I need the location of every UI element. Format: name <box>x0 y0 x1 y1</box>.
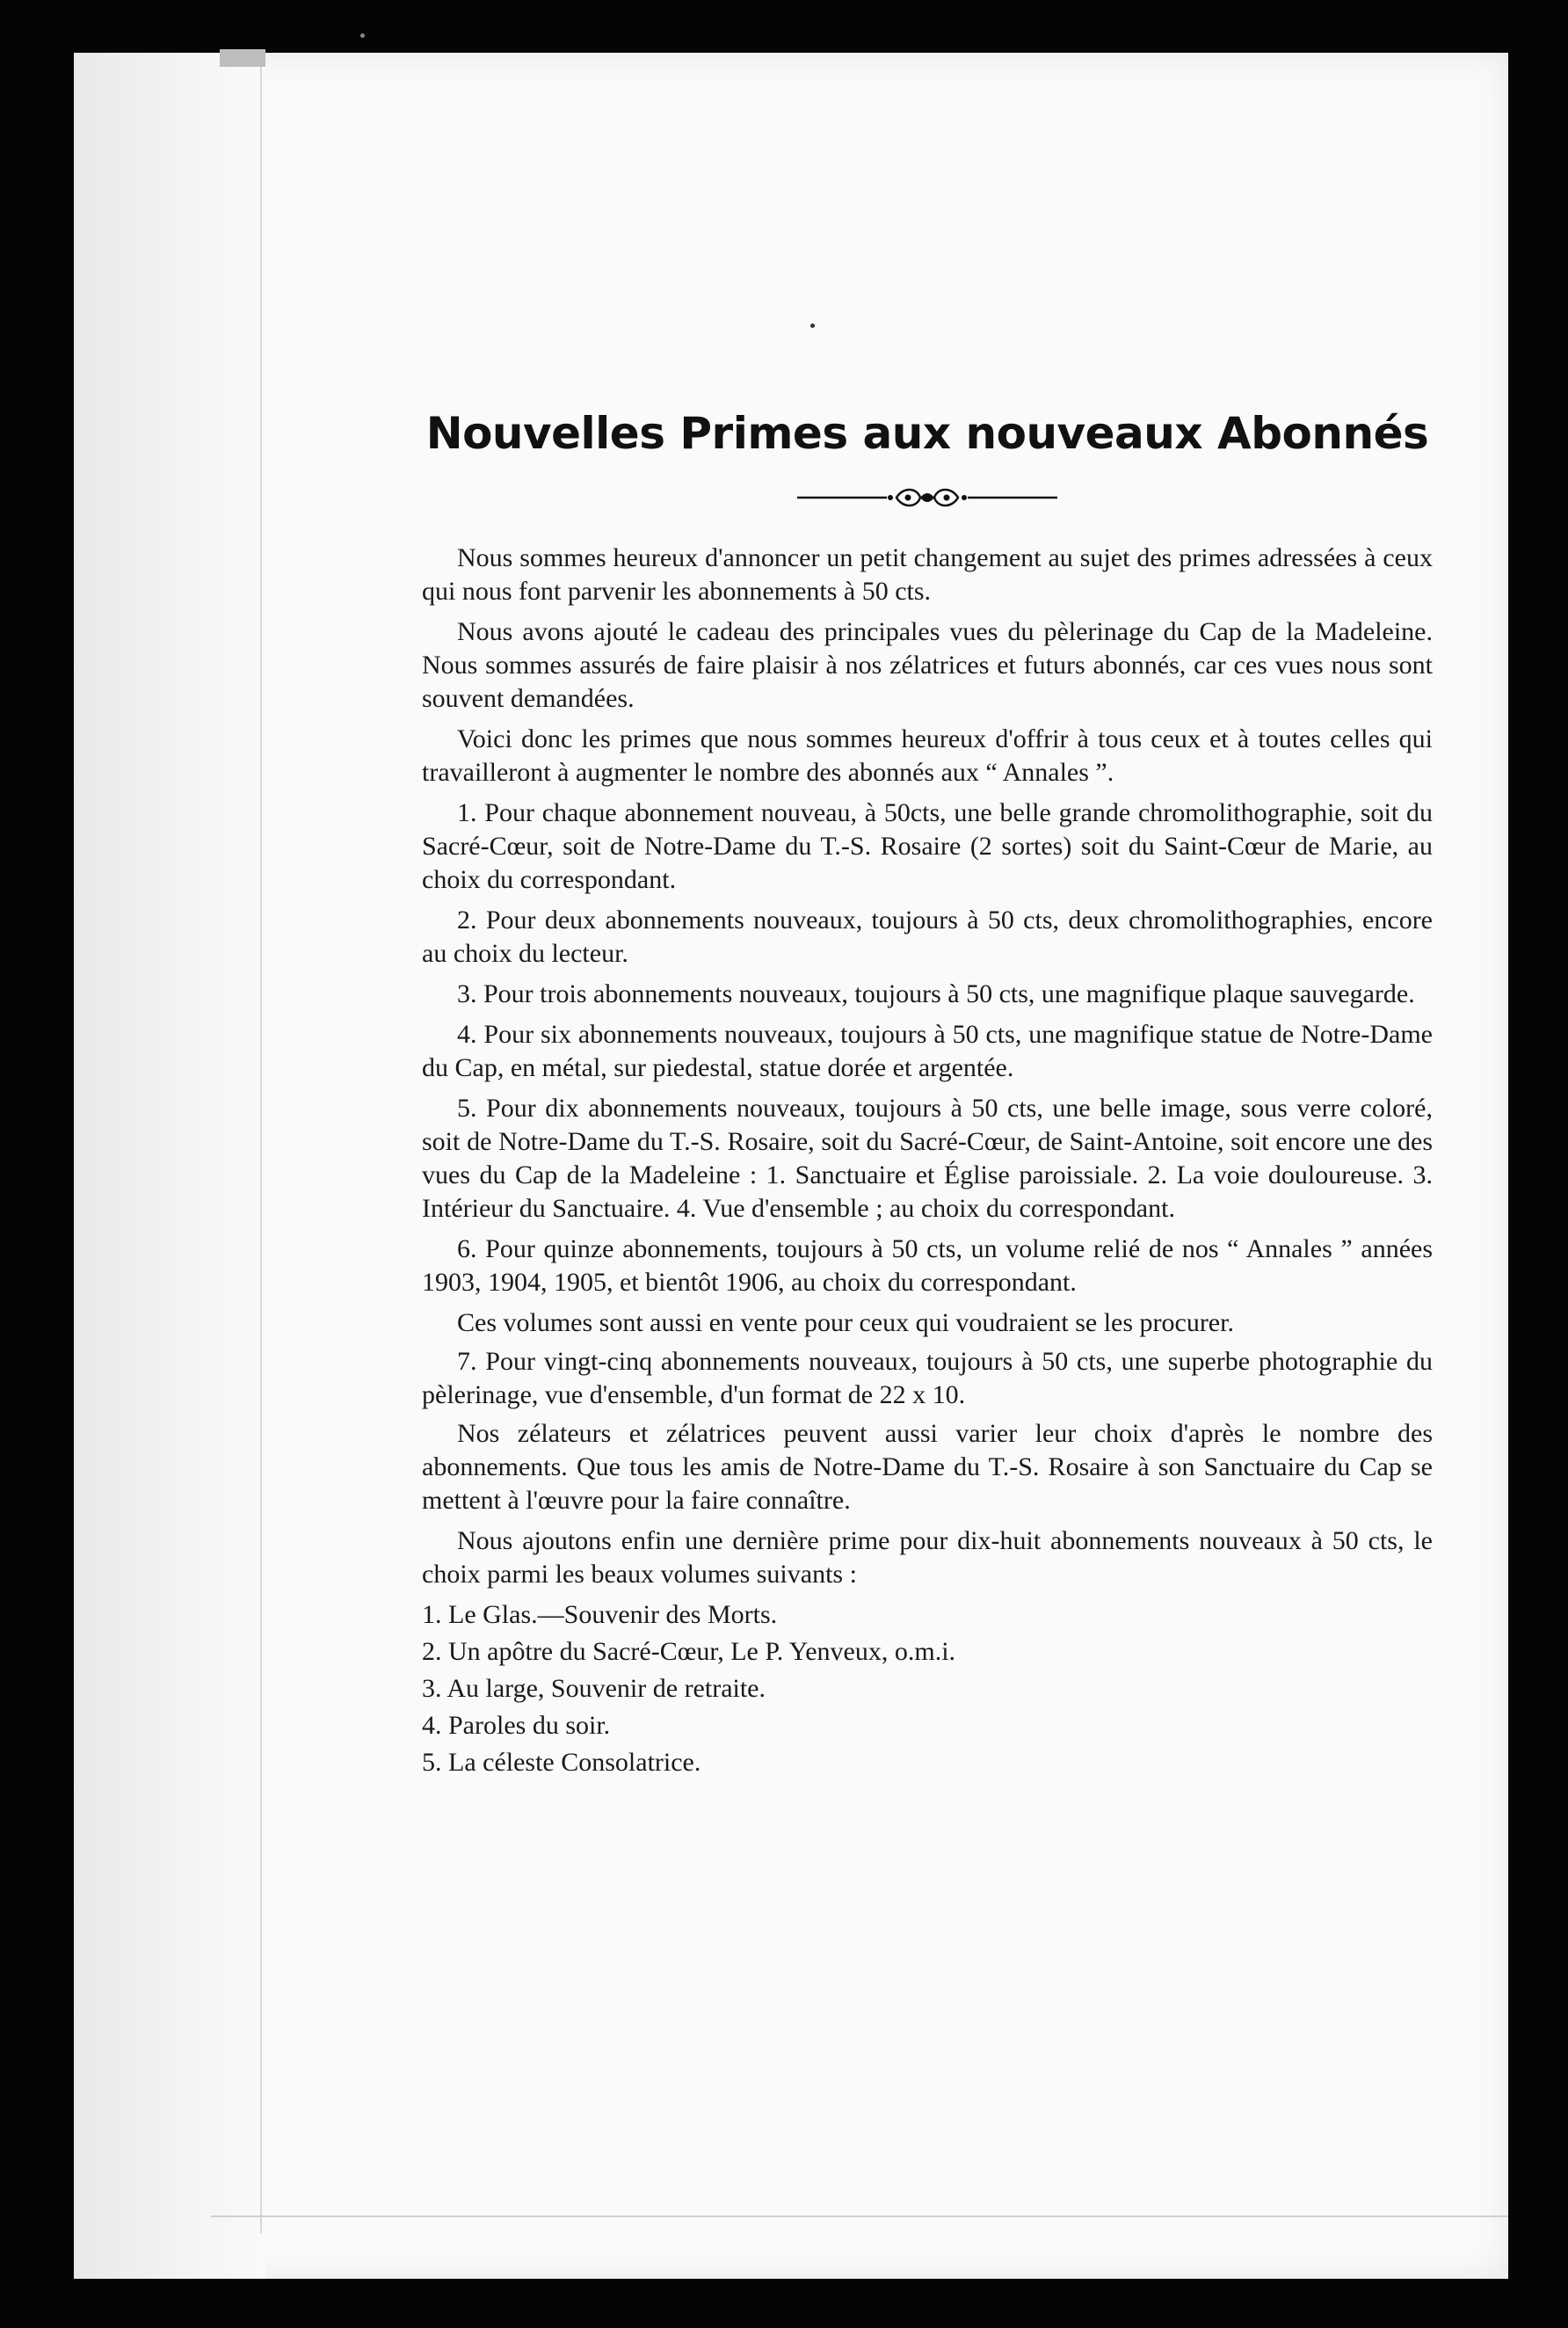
list-item: 3. Au large, Souvenir de retraite. <box>422 1674 766 1703</box>
paragraph: Ces volumes sont aussi en vente pour ceux qui voudraient se les procurer. <box>457 1308 1234 1337</box>
page-margin-shadow <box>74 53 265 2279</box>
page-title: Nouvelles Primes aux nouveaux Abonnés <box>425 408 1429 459</box>
prime-item: 5. Pour dix abonnements nouveaux, toujours à 50 cts, une belle image, sous verre coloré, soit de Notre-Dame du T.-S. Rosaire, soit du Sacré-Cœur, de Saint-Antoine, soit encore une des vues du Cap de la Madeleine : 1. Sanctuaire et Église paroissiale. 2. La voie douloureuse. 3. Intérieur du Sanctuaire. 4. Vue d'ensemble ; au choix du correspondant. <box>422 1094 1433 1223</box>
article <box>422 404 1433 1783</box>
list-item: 4. Paroles du soir. <box>422 1711 611 1740</box>
paragraph: Nos zélateurs et zélatrices peuvent aussi varier leur choix d'après le nombre des abonnements. Que tous les amis de Notre-Dame du T.-S. Rosaire à son Sanctuaire du Cap se mettent à l'œuvre pour la faire connaître. <box>422 1419 1433 1515</box>
volume-list <box>422 1598 1433 1779</box>
dust-speck <box>360 33 365 38</box>
paragraph: Nous avons ajouté le cadeau des principales vues du pèlerinage du Cap de la Madeleine. Nous sommes assurés de faire plaisir à nos zélatrices et futurs abonnés, car ces vues nous sont souvent demandées. <box>422 617 1433 713</box>
page-fold-line <box>260 53 262 2233</box>
prime-item: 7. Pour vingt-cinq abonnements nouveaux, toujours à 50 cts, une superbe photographie du pèlerinage, vue d'ensemble, d'un format de 22 x 10. <box>422 1347 1433 1409</box>
page-bottom-edge <box>211 2215 1508 2217</box>
list-item: 2. Un apôtre du Sacré-Cœur, Le P. Yenveux, o.m.i. <box>422 1637 956 1666</box>
prime-item: 4. Pour six abonnements nouveaux, toujours à 50 cts, une magnifique statue de Notre-Dame du Cap, en métal, sur piedestal, statue dorée et argentée. <box>422 1020 1433 1082</box>
prime-item: 2. Pour deux abonnements nouveaux, toujours à 50 cts, deux chromolithographies, encore au choix du lecteur. <box>422 906 1433 968</box>
dust-speck <box>810 324 815 328</box>
ornament-divider-icon <box>795 485 1059 510</box>
paragraph: Nous ajoutons enfin une dernière prime pour dix-huit abonnements nouveaux à 50 cts, le choix parmi les beaux volumes suivants : <box>422 1526 1433 1589</box>
prime-item: 6. Pour quinze abonnements, toujours à 50 cts, un volume relié de nos “ Annales ” années 1903, 1904, 1905, et bientôt 1906, au choix du correspondant. <box>422 1234 1433 1297</box>
paragraph: Voici donc les primes que nous sommes heureux d'offrir à tous ceux et à toutes celles qui travailleront à augmenter le nombre des abonnés aux “ Annales ”. <box>422 724 1433 787</box>
binding-tape <box>220 49 265 67</box>
prime-item: 3. Pour trois abonnements nouveaux, toujours à 50 cts, une magnifique plaque sauvegarde. <box>457 979 1415 1008</box>
list-item: 1. Le Glas.—Souvenir des Morts. <box>422 1600 778 1629</box>
list-item: 5. La céleste Consolatrice. <box>422 1748 701 1777</box>
prime-item: 1. Pour chaque abonnement nouveau, à 50cts, une belle grande chromolithographie, soit du Sacré-Cœur, soit de Notre-Dame du T.-S. Rosaire (2 sortes) soit du Saint-Cœur de Marie, au choix du correspondant. <box>422 798 1433 894</box>
paragraph: Nous sommes heureux d'annoncer un petit changement au sujet des primes adressées à ceux qui nous font parvenir les abonnements à 50 cts. <box>422 543 1433 606</box>
